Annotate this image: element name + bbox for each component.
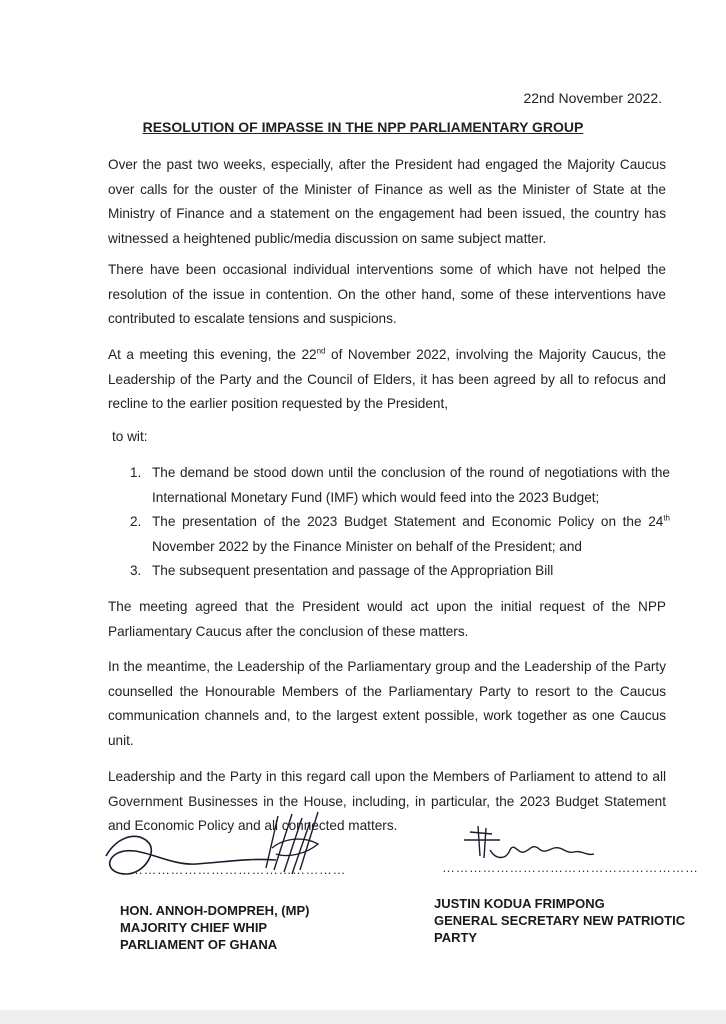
paragraph-3 <box>108 343 666 417</box>
paragraph-5: In the meantime, the Leadership of the Parliamentary group and the Leadership of the Party counselled the Honourable Members of the Parliamentary Party to resort to the Caucus communication channels and, to the largest extent possible, work together as one Caucus unit. <box>108 659 666 748</box>
list-item-text: The demand be stood down until the conclusion of the round of negotiations with the International Monetary Fund (IMF) which would feed into the 2023 Budget; <box>152 465 670 505</box>
list-item <box>130 559 670 584</box>
resolution-list <box>130 461 670 584</box>
signature-line-left: ………………………………………… <box>130 862 346 877</box>
list-item-text-part-a: The presentation of the 2023 Budget Statement and Economic Policy on the 24 <box>152 514 664 529</box>
signature-line-right: ………………………………………………… <box>442 860 699 875</box>
paragraph-2: There have been occasional individual interventions some of which have not helped the resolution of the issue in contention. On the other hand, some of these interventions have contributed to escalate tensions and suspicions. <box>108 262 666 326</box>
list-item-number: 2. <box>130 514 142 529</box>
paragraph-3-part-b: of November 2022, involving the Majority Caucus, the Leadership of the Party and the Council of Elders, it has been agreed by all to refocus and recline to the earlier position requested by the President, <box>108 347 666 411</box>
signatory-right-title: GENERAL SECRETARY NEW PATRIOTIC <box>434 913 686 928</box>
to-wit-label: to wit: <box>112 429 148 444</box>
signatory-right-name: JUSTIN KODUA FRIMPONG <box>434 896 605 911</box>
paragraph-1: Over the past two weeks, especially, after the President had engaged the Majority Caucus over calls for the ouster of the Minister of Finance as well as the Minister of State at the Ministry of Finance and a statement on the engagement had been issued, the country has witnessed a heightened public/media discussion on same subject matter. <box>108 157 666 246</box>
signatory-left-name: HON. ANNOH-DOMPREH, (MP) <box>120 903 310 918</box>
list-item-text-part-b: November 2022 by the Finance Minister on behalf of the President; and <box>152 538 582 554</box>
document-title: RESOLUTION OF IMPASSE IN THE NPP PARLIAMENTARY GROUP <box>142 119 584 135</box>
paragraph-3-part-a: At a meeting this evening, the 22 <box>108 347 317 362</box>
signatory-left <box>120 902 309 953</box>
list-item-text: The subsequent presentation and passage of the Appropriation Bill <box>152 563 554 578</box>
paragraph-4: The meeting agreed that the President would act upon the initial request of the NPP Parliamentary Caucus after the conclusion of these matters. <box>108 599 666 639</box>
paragraph-3-superscript: nd <box>316 346 326 356</box>
list-item-number: 3. <box>130 563 142 578</box>
paragraph-6: Leadership and the Party in this regard call upon the Members of Parliament to attend to all Government Businesses in the House, including, in particular, the 2023 Budget Statement and Economic Policy and all connected matters. <box>108 769 666 833</box>
signatory-right-org: PARTY <box>434 930 478 945</box>
list-item-superscript: th <box>663 513 670 523</box>
list-item <box>130 510 670 559</box>
page-bottom-edge <box>0 1010 726 1024</box>
signatory-right <box>434 895 714 946</box>
list-item-number: 1. <box>130 465 142 480</box>
list-item <box>130 461 670 510</box>
signatory-left-title: MAJORITY CHIEF WHIP <box>120 920 268 935</box>
signatory-left-org: PARLIAMENT OF GHANA <box>120 937 278 952</box>
document-date: 22nd November 2022. <box>523 90 662 106</box>
